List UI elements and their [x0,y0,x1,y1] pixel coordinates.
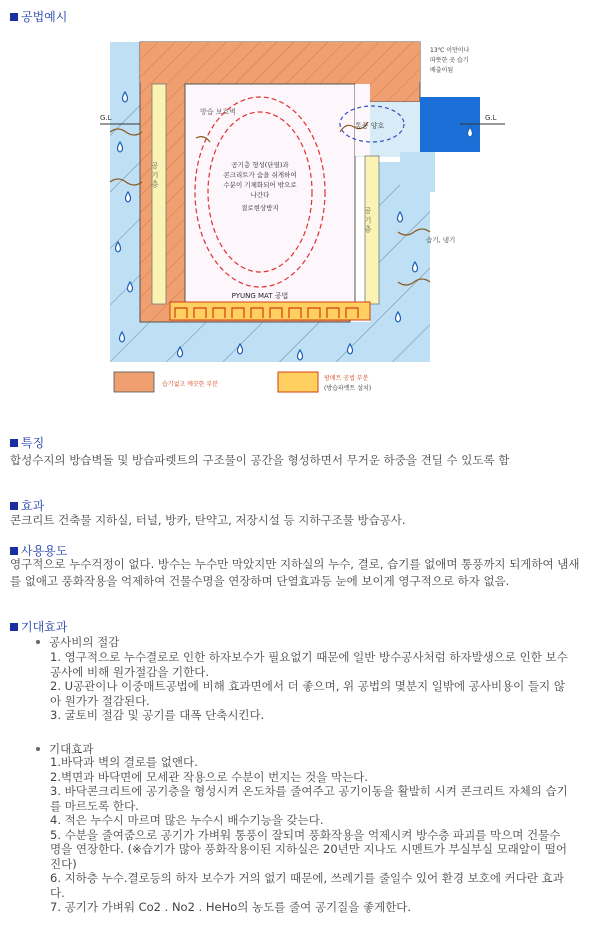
svg-text:배출이됨: 배출이됨 [430,67,454,74]
expected-heading: 기대효과 [10,618,67,635]
svg-text:따뜻한 곳 습기: 따뜻한 곳 습기 [430,57,469,64]
svg-text:공기층 형성(단열)과: 공기층 형성(단열)과 [231,161,289,169]
list-item: 7. 공기가 가벼워 Co2 . No2 . HeHo의 농도를 줄여 공기질을 좋게한다. [50,900,412,914]
gl-right-label: G.L [485,114,497,122]
legend-dry-label: 습기없고 깨끗한 부분 [162,381,218,388]
bullet-dot-icon [36,640,40,644]
usage-text: 영구적으로 누수걱정이 없다. 방수는 누수만 막았지만 지하실의 누수, 결로, 습기를 없애며 통풍까지 되게하여 냄새를 없애고 풍화작용을 억제하여 건물수명을 연장하며 단열효과등 눈에 보이게 영구적으로 하자 없음. [10,557,580,588]
bullet-square-icon [10,439,18,447]
cost-heading: 공사비의 절감 [36,634,119,650]
gl-left-label: G.L [100,114,112,122]
list-item: 6. 지하층 누수.결로등의 하자 보수가 거의 없기 때문에, 쓰레기를 줄일수 있어 환경 보호에 커다란 효과다. [50,871,564,900]
protect-wall-label: 방습 보호벽 [200,108,237,116]
humid-label: 습기, 냉기 [426,236,456,244]
air-layer-right-label: 공 기 층 [364,207,372,233]
air-layer-left [152,84,166,304]
feature-heading: 특징 [10,434,44,451]
legend-mat-swatch [278,372,318,392]
list-item: 2.벽면과 바닥면에 모세관 작용으로 수분이 번지는 것을 막는다. [50,769,368,784]
legend-mat-label-1: 팡매트 공법 부분 [324,375,369,382]
list-item: 4. 적은 누수시 마르며 많은 누수시 배수기능을 갖는다. [50,813,324,827]
list-item: 3. 굴토비 절감 및 공기를 대폭 단축시킨다. [50,708,265,722]
vent-label: 통풍 양호 [355,122,385,130]
effect-heading: 효과 [10,497,44,514]
expect-list [50,755,570,915]
list-item: 3. 바닥콘크리트에 공기층을 형성시켜 온도차를 줄여주고 공기이동을 활발히 시켜 콘크리트 자체의 습기를 마르도록 한다. [50,784,568,813]
mat-label: PYUNG MAT 공법 [231,292,289,300]
list-item: 2. U공관이나 이중매트공법에 비해 효과면에서 더 좋으며, 위 공법의 몇분지 일밖에 공사비용이 들지 않아 원가가 절감된다. [50,679,565,708]
bullet-square-icon [10,547,18,555]
list-item: 5. 수분을 줄여줌으로 공기가 가벼워 통풍이 잘되며 풍화작용을 억제시켜 방수층 파괴를 막으며 건물수명을 연장한다. (※습기가 많아 풍화작용이된 지하실은 20년만 지나도 시멘트가 부실부실 모래알이 떨어진다) [50,827,567,871]
air-layer-left-label: 공 기 층 [151,162,159,188]
bullet-square-icon [10,13,18,21]
svg-text:수분이 기체화되어 밖으로: 수분이 기체화되어 밖으로 [223,181,297,189]
usage-heading: 사용용도 [10,542,67,559]
cost-list [50,650,570,723]
feature-text: 합성수지의 방습벽돌 및 방습파렛트의 구조물이 공간을 형성하면서 무거운 하중을 견딜 수 있도록 함 [10,453,510,467]
page-title: 공법예시 [10,8,67,25]
roof-slab [140,42,420,82]
bullet-square-icon [10,623,18,631]
legend-mat-label-2: (방습파렛트 설치) [324,385,372,392]
svg-text:콘크리트가 숨을 쉬게하여: 콘크리트가 숨을 쉬게하여 [223,171,297,179]
expect-heading: 기대효과 [36,741,93,757]
svg-text:나간다: 나간다 [250,191,270,199]
list-item: 1. 영구적으로 누수결로로 인한 하자보수가 필요없기 때문에 일반 방수공사처럼 하자발생으로 인한 보수공사에 비해 원가절감을 기한다. [50,650,568,679]
bullet-dot-icon [36,747,40,751]
bullet-square-icon [10,502,18,510]
list-item: 1.바닥과 벽의 결로를 없앤다. [50,755,198,769]
svg-text:결로현상방지: 결로현상방지 [241,204,279,212]
effect-text: 콘크리트 건축물 지하실, 터널, 방카, 탄약고, 저장시설 등 지하구조물 방습공사. [10,513,406,527]
svg-text:13℃ 이만이나: 13℃ 이만이나 [430,47,470,54]
room-interior [185,84,355,302]
top-right-label [430,46,470,74]
legend-dry-swatch [114,372,154,392]
construction-diagram [100,32,510,397]
